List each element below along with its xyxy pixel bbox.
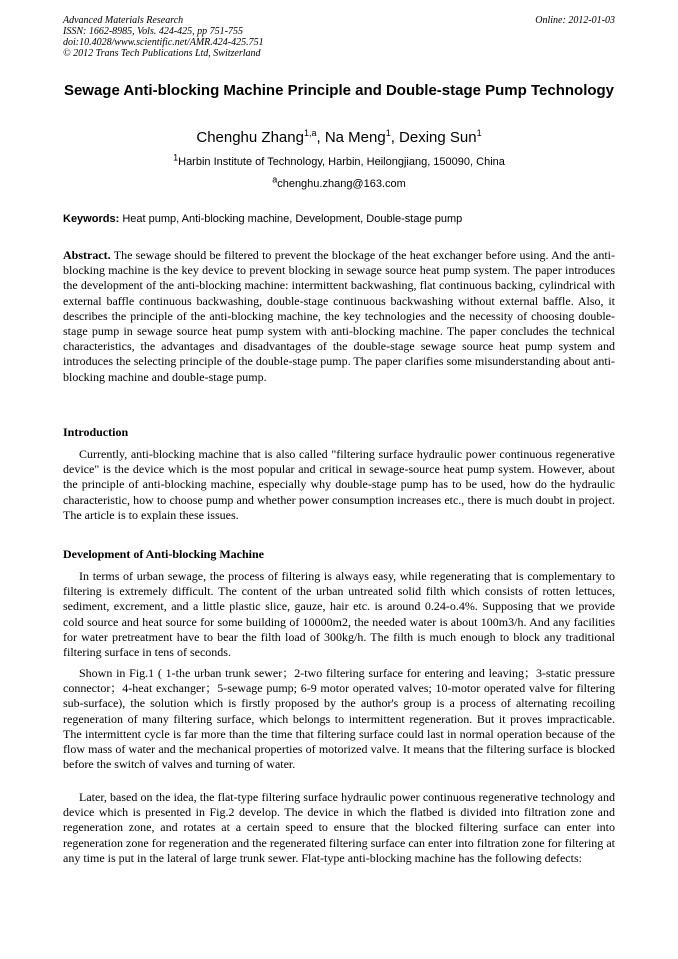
section-heading-introduction: Introduction (63, 425, 129, 439)
keywords-label: Keywords: (63, 213, 120, 225)
abstract-label: Abstract. (63, 248, 111, 262)
keywords (63, 212, 615, 226)
author-name: Dexing Sun (399, 129, 477, 146)
author-list: Chenghu Zhang$^{1,a}$, Na Meng$^1$, Dexing Sun$^1$ (196, 128, 482, 146)
section-heading-development: Development of Anti-blocking Machine (63, 547, 264, 561)
affiliation (63, 152, 615, 169)
affiliation-sup: 1 (173, 152, 179, 163)
email-text: chenghu.zhang@163.com (277, 178, 406, 190)
author-name: Na Meng (324, 129, 386, 146)
keywords-text: Heat pump, Anti-blocking machine, Development, Double-stage pump (122, 213, 463, 225)
copyright-line: © 2012 Trans Tech Publications Ltd, Switzerland (63, 48, 261, 59)
abstract (63, 248, 615, 385)
author-sup: 1 (385, 128, 391, 138)
doi-line: doi:10.4028/www.scientific.net/AMR.424-425.751 (63, 37, 264, 48)
paragraph: Later, based on the idea, the flat-type filtering surface hydraulic power continuous regenerative technology and device which is presented in Fig.2 develop. The device in which the flatbed is divided into filtration zone and regeneration zone, and rotates at a certain speed to ensure that the blocked filtering surface can enter into regeneration zone for regeneration and the regenerated filtering surface can enter into filtration zone for filtering at any time is put in the lateral of large trunk sewer. Flat-type anti-blocking machine has the following defects: (63, 790, 615, 865)
paragraph: Shown in Fig.1 ( 1-the urban trunk sewer；2-two filtering surface for entering and leaving；3-static pressure connector；4-heat exchanger；5-sewage pump; 6-9 motor operated valves; 10-motor operated valve for filtering sub-surface), the solution which is firstly proposed by the author's group is a process of alternating recoiling regeneration of many filtering surface, which belongs to intermittent regeneration. But it proves impracticable. The intermittent cycle is far more than the time that filtering surface could last in normal operation because of the flow mass of water and the mechanical properties of motorized valve. It means that the filtering surface is blocked before the switch of valves and turning of water. (63, 666, 615, 772)
abstract-text: The sewage should be filtered to prevent the blockage of the heat exchanger before using. And the anti-blocking machine is the key device to prevent blocking in sewage source heat pump system. The paper introduces the development of the anti-blocking machine: intermittent backwashing, flat continuous backing, cylindrical with external baffle continuous backwashing, double-stage continuous backwashing without external baffle. Also, it describes the principle of the anti-blocking machine, the key technologies and the necessity of choosing double-stage pump in sewage source heat pump system with anti-blocking machine. The paper concludes the technical characteristics, the advantages and disadvantages of the double-stage sewage source heat pump system and introduces the selecting principle of the double-stage pump. The paper clarifies some misunderstanding about anti-blocking machine and double-stage pump. (63, 248, 615, 384)
issn-line: ISSN: 1662-8985, Vols. 424-425, pp 751-755 (63, 26, 243, 37)
journal-name: Advanced Materials Research (63, 15, 184, 26)
author-sup: 1,a (303, 128, 317, 138)
paper-title: Sewage Anti-blocking Machine Principle and Double-stage Pump Technology (63, 82, 615, 99)
email-sup: a (272, 174, 278, 185)
author-name: Chenghu Zhang (196, 129, 304, 146)
paragraph: Currently, anti-blocking machine that is also called "filtering surface hydraulic power continuous regenerative device" is the device which is the most popular and critical in sewage-source heat pump system. However, about the principle of anti-blocking machine, especially why double-stage pump has to be used, how do the hydraulic characteristic, how to choose pump and whether power consumption increases etc., there is much doubt in project. The article is to explain these issues. (63, 447, 615, 522)
author-email (63, 174, 615, 191)
running-header (63, 15, 615, 59)
affiliation-text: Harbin Institute of Technology, Harbin, Heilongjiang, 150090, China (178, 156, 505, 168)
author-sup: 1 (476, 128, 482, 138)
online-date: Online: 2012-01-03 (535, 15, 615, 26)
paragraph: In terms of urban sewage, the process of filtering is always easy, while regenerating that is complementary to filtering is extremely difficult. The content of the urban untreated solid filth which consists of rotten lettuces, sediment, excrement, and a little plastic slice, gauze, hair etc. is around 0.24-o.4%. Supposing that we provide cold source and heat source for some building of 10000m2, the needed water is about 100m3/h. And any facilities for water pretreatment have to bear the filth load of 300kg/h. The filth is much enough to block any traditional filtering surface in tens of seconds. (63, 569, 615, 660)
